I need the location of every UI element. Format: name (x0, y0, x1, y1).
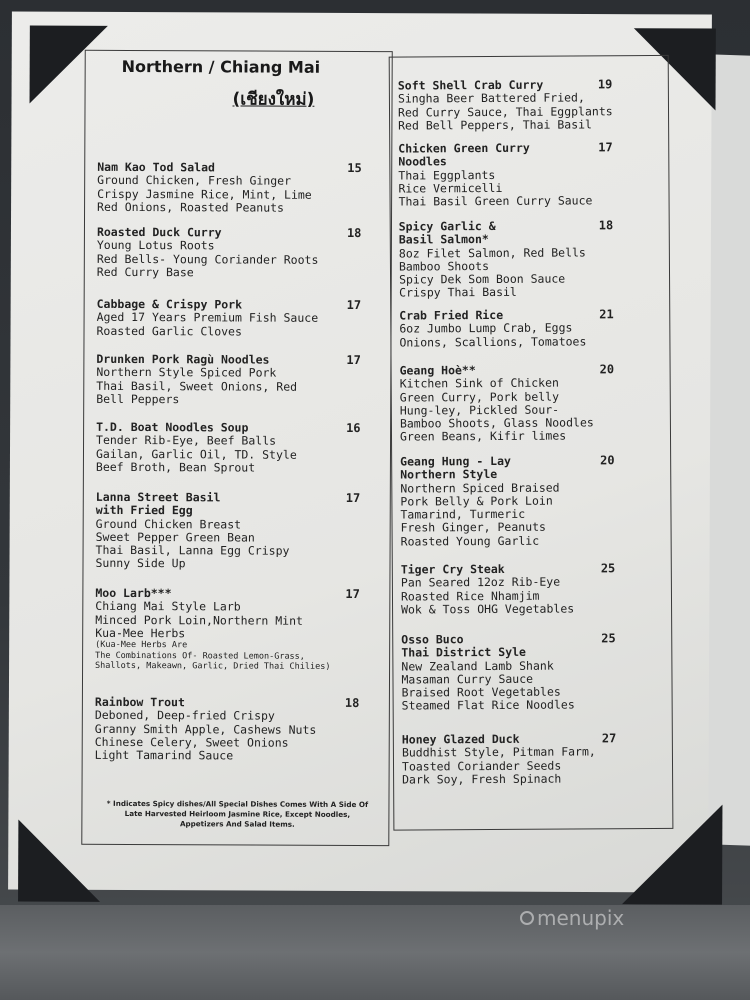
item-title: Geang Hung - Lay (400, 453, 511, 469)
menu-item (96, 421, 386, 475)
item-title: Geang Hoè** (399, 363, 476, 378)
item-desc: Steamed Flat Rice Noodles (401, 697, 575, 714)
item-price: 20 (600, 453, 615, 468)
item-price: 17 (346, 352, 361, 368)
menu-item (398, 141, 664, 209)
item-title: Nam Kao Tod Salad (97, 159, 215, 175)
item-title-line-2: Noodles (398, 154, 447, 169)
menu-item (399, 308, 665, 350)
item-title: T.D. Boat Noodles Soup (96, 419, 249, 435)
item-desc: Bamboo Shoots, Glass Noodles (399, 415, 594, 431)
section-heading: Northern / Chiang Mai (121, 56, 321, 77)
item-desc: Wok & Toss OHG Vegetables (401, 601, 575, 617)
menu-item (97, 161, 387, 215)
item-price: 18 (346, 225, 362, 241)
footnote-line: Late Harvested Heirloom Jasmine Rice, Except Noodles, (124, 808, 351, 819)
item-title: Honey Glazed Duck (401, 731, 520, 747)
watermark-text: menupix (537, 906, 625, 930)
item-desc: 6oz Jumbo Lump Crab, Eggs (399, 320, 573, 336)
item-desc: Roasted Young Garlic (400, 533, 540, 549)
menu-item (399, 219, 665, 300)
menu-item (402, 732, 668, 787)
item-desc: Tamarind, Turmeric (400, 506, 526, 522)
item-desc: Roasted Rice Nhamjim (400, 588, 540, 604)
item-desc: Red Bells- Young Coriander Roots (96, 251, 319, 267)
item-price: 21 (599, 307, 614, 322)
item-note: (Kua-Mee Herbs Are (95, 640, 188, 651)
item-price: 15 (347, 160, 362, 176)
item-title-line-2: with Fried Egg (95, 503, 193, 518)
menu-column-right (389, 55, 674, 831)
item-desc: Northern Spiced Braised (400, 480, 560, 496)
item-desc: Kitchen Sink of Chicken (399, 375, 559, 391)
item-title: Soft Shell Crab Curry (397, 77, 544, 93)
item-price: 17 (598, 140, 613, 155)
item-desc: Young Lotus Roots (96, 238, 215, 253)
menu-item (401, 632, 667, 713)
item-price: 17 (346, 297, 362, 313)
menu-item (95, 696, 385, 764)
item-desc: Thai Eggplants (398, 167, 496, 183)
menu-footnote (96, 799, 378, 830)
item-desc: Red Bell Peppers, Thai Basil (398, 117, 593, 133)
item-desc: Gailan, Garlic Oil, TD. Style (95, 446, 297, 462)
item-desc: Ground Chicken, Fresh Ginger (97, 173, 292, 188)
item-price: 25 (600, 561, 616, 576)
item-desc: Northern Style Spiced Pork (96, 365, 277, 380)
item-price: 25 (601, 631, 616, 646)
item-price: 17 (345, 586, 360, 602)
item-desc: Rice Vermicelli (398, 180, 503, 196)
menu-item (96, 298, 386, 339)
item-desc: Red Onions, Roasted Peanuts (97, 199, 285, 215)
menu-item (401, 562, 667, 617)
item-desc: Minced Pork Loin,Northern Mint (95, 612, 304, 628)
item-title: Moo Larb*** (95, 585, 172, 601)
item-desc: Roasted Garlic Cloves (96, 323, 242, 339)
item-title: Crab Fried Rice (399, 307, 504, 323)
item-desc: Granny Smith Apple, Cashews Nuts (94, 721, 317, 737)
item-price: 16 (346, 420, 361, 436)
item-desc: Sunny Side Up (95, 556, 186, 571)
item-desc: Crispy Thai Basil (399, 285, 517, 301)
menu-item (95, 587, 385, 673)
item-desc: Pan Seared 12oz Rib-Eye (400, 574, 561, 590)
item-title: Drunken Pork Ragù Noodles (96, 351, 270, 367)
item-desc: Crispy Jasmine Rice, Mint, Lime (97, 186, 312, 202)
item-desc: Tender Rib-Eye, Beef Balls (96, 433, 277, 448)
item-note: Shallots, Makeawn, Garlic, Dried Thai Chilies) (95, 661, 331, 673)
item-desc: Chinese Celery, Sweet Onions (94, 734, 289, 750)
section-heading-thai: (เชียงใหม่) (232, 89, 315, 110)
item-price: 17 (345, 490, 361, 506)
item-desc: Red Curry Base (96, 264, 194, 280)
item-desc: Green Beans, Kifir limes (399, 429, 567, 445)
menu-item (400, 363, 666, 444)
menu-item (97, 226, 387, 280)
item-desc: Chiang Mai Style Larb (95, 599, 241, 614)
table-surface (0, 905, 750, 1000)
menu-item (400, 454, 667, 549)
item-desc: Braised Root Vegetables (401, 684, 561, 700)
menu-column-left (81, 50, 392, 846)
item-desc: Light Tamarind Sauce (94, 748, 234, 763)
item-price: 18 (344, 695, 360, 710)
item-desc: Thai Basil, Lanna Egg Crispy (95, 543, 290, 558)
menupix-watermark (520, 906, 624, 930)
item-desc: Thai Basil Green Curry Sauce (398, 193, 593, 209)
item-desc: Kua-Mee Herbs (95, 625, 186, 641)
menu-page (8, 11, 712, 892)
item-title: Spicy Garlic & (398, 218, 496, 234)
menu-item (398, 78, 664, 133)
item-desc: Thai Basil, Sweet Onions, Red (96, 378, 298, 394)
item-title: Rainbow Trout (94, 694, 185, 710)
item-desc: Onions, Scallions, Tomatoes (399, 334, 587, 350)
watermark-icon (520, 911, 534, 925)
item-price: 19 (597, 77, 613, 92)
item-price: 18 (598, 218, 614, 233)
item-price: 20 (599, 362, 615, 377)
menu-item (96, 353, 386, 407)
menu-item (95, 491, 385, 572)
item-title: Tiger Cry Steak (400, 561, 505, 577)
item-price: 27 (601, 731, 617, 746)
item-desc: Fresh Ginger, Peanuts (400, 520, 547, 536)
item-title: Roasted Duck Curry (96, 224, 222, 240)
item-title: Cabbage & Crispy Pork (96, 296, 243, 312)
item-desc: Sweet Pepper Green Bean (95, 529, 255, 545)
item-desc: Singha Beer Battered Fried, (397, 90, 585, 106)
item-desc: Bell Peppers (96, 391, 180, 407)
item-desc: Dark Soy, Fresh Spinach (402, 771, 562, 787)
item-desc: 8oz Filet Salmon, Red Bells (398, 245, 586, 261)
footnote-line: Appetizers And Salad Items. (179, 819, 295, 829)
item-title: Lanna Street Basil (95, 489, 221, 505)
item-desc: Green Curry, Pork belly (399, 389, 560, 405)
footnote-line: * Indicates Spicy dishes/All Special Dishes Comes With A Side Of (106, 798, 369, 810)
item-title: Osso Buco (401, 632, 464, 647)
item-desc: New Zealand Lamb Shank (401, 658, 554, 674)
item-title-line-2: Thai District Syle (401, 645, 526, 660)
item-desc: Deboned, Deep-fried Crispy (94, 708, 275, 723)
item-title-line-2: Basil Salmon* (398, 232, 489, 247)
item-desc: Ground Chicken Breast (95, 516, 242, 532)
item-note: The Combinations Of- Roasted Lemon-Grass, (95, 650, 305, 662)
item-desc: Hung-ley, Pickled Sour- (399, 402, 560, 418)
item-desc: Masaman Curry Sauce (401, 671, 534, 687)
item-desc: Spicy Dek Som Boon Sauce (399, 271, 566, 287)
item-desc: Red Curry Sauce, Thai Eggplants (397, 103, 613, 120)
item-desc: Toasted Coriander Seeds (401, 758, 562, 774)
item-desc: Beef Broth, Bean Sprout (95, 459, 256, 475)
item-desc: Pork Belly & Pork Loin (400, 493, 553, 509)
item-desc: Buddhist Style, Pitman Farm, (401, 744, 596, 760)
item-desc: Bamboo Shoots (398, 258, 490, 274)
item-title: Chicken Green Curry (398, 140, 530, 156)
item-title-line-2: Northern Style (400, 467, 498, 482)
item-desc: Aged 17 Years Premium Fish Sauce (96, 310, 319, 326)
